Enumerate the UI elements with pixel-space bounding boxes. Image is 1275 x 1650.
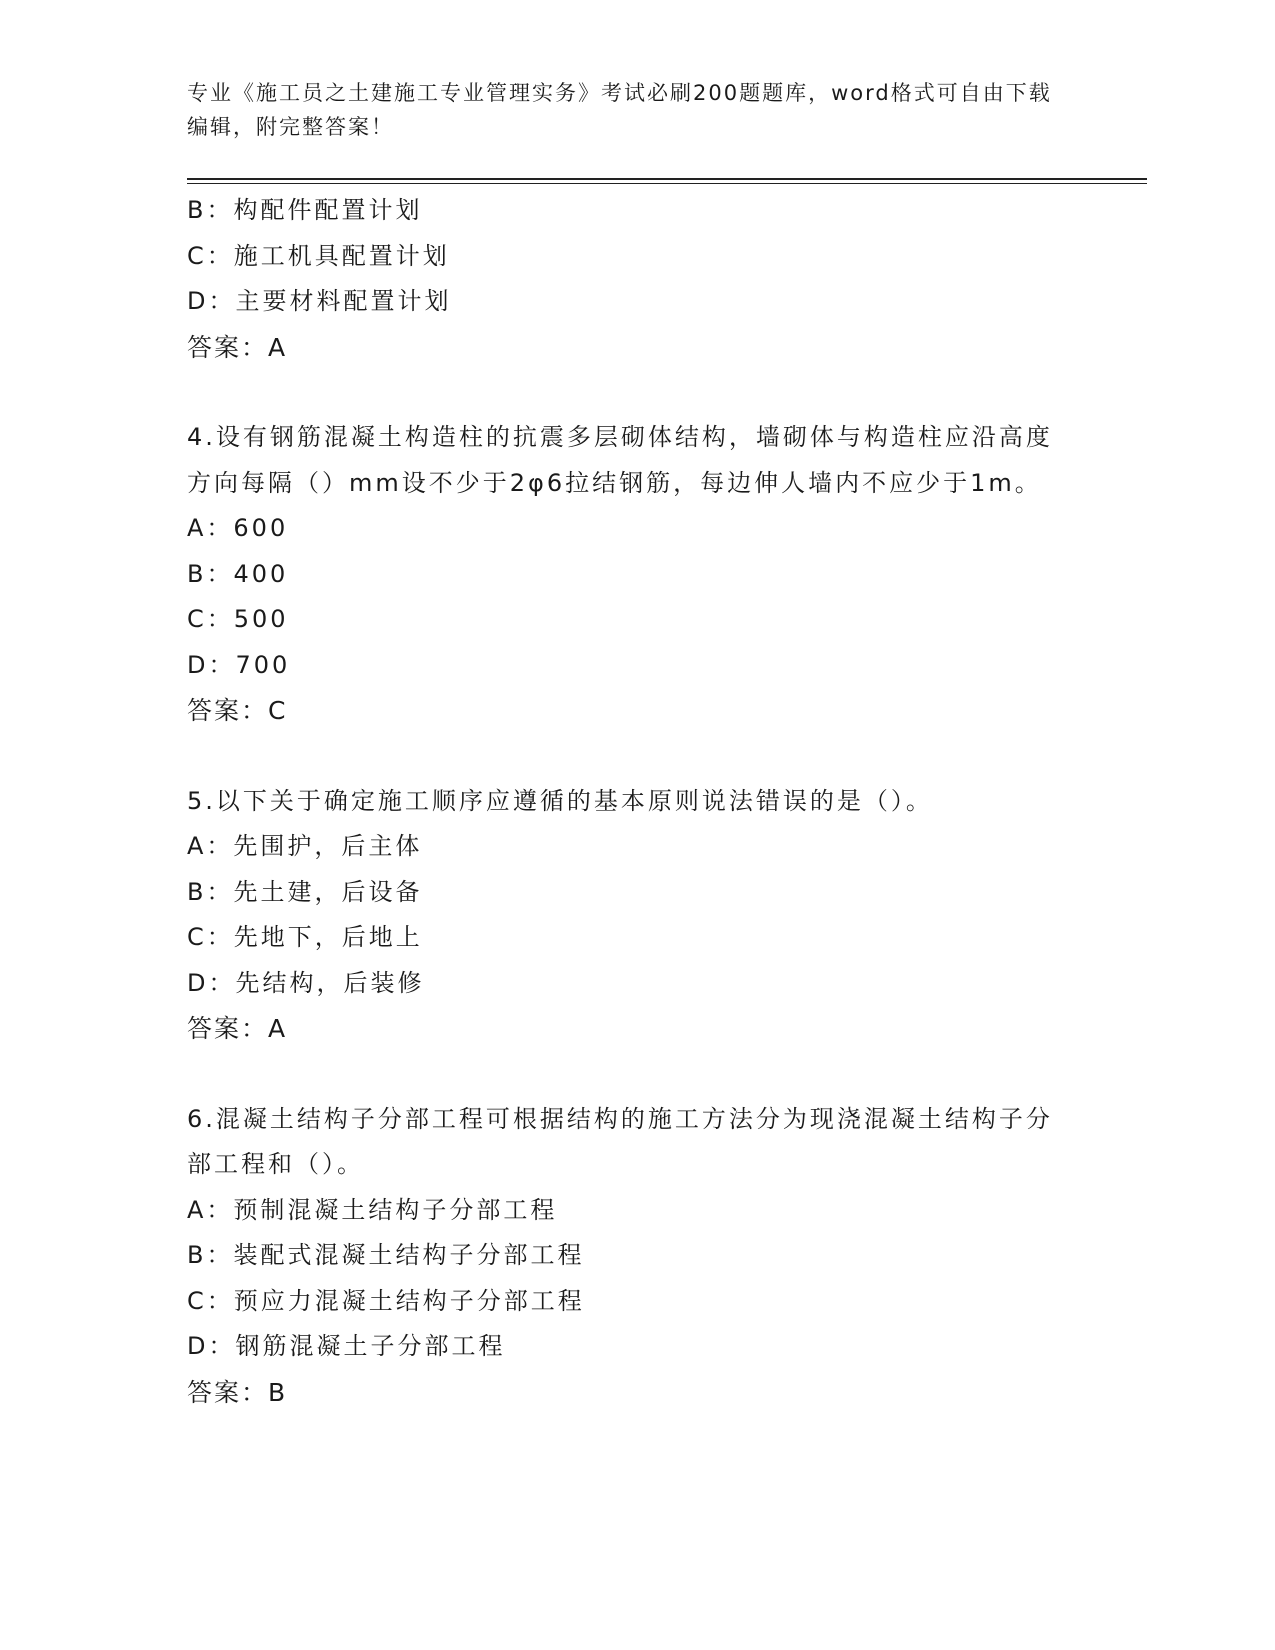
- option-d: D：先结构，后装修: [187, 968, 425, 997]
- header-divider-thin: [187, 183, 1147, 184]
- option-d: D：主要材料配置计划: [187, 287, 452, 315]
- option-c: C：500: [187, 605, 289, 633]
- question-list: [187, 188, 1087, 1415]
- question-text: 5.以下关于确定施工顺序应遵循的基本原则说法错误的是（）。: [187, 786, 933, 815]
- header-divider: [187, 178, 1147, 180]
- answer: 答案：B: [187, 1377, 288, 1407]
- option-d: D：700: [187, 650, 291, 679]
- document-header: [187, 76, 1067, 144]
- partial-question: [187, 188, 1087, 370]
- option-b: B：装配式混凝土结构子分部工程: [187, 1241, 585, 1269]
- question-text: 6.混凝土结构子分部工程可根据结构的施工方法分为现浇混凝土结构子分部工程和（）。: [187, 1104, 1053, 1178]
- option-a: A：预制混凝土结构子分部工程: [187, 1195, 558, 1224]
- question-5: [187, 779, 1087, 1052]
- option-c: C：预应力混凝土结构子分部工程: [187, 1286, 585, 1315]
- option-c: C：施工机具配置计划: [187, 241, 450, 270]
- option-a: A：先围护，后主体: [187, 832, 423, 860]
- option-b: B：400: [187, 559, 289, 588]
- answer: 答案：A: [187, 332, 288, 362]
- question-4: [187, 415, 1087, 734]
- question-text: 4.设有钢筋混凝土构造柱的抗震多层砌体结构，墙砌体与构造柱应沿高度方向每隔（）mm设不少于2φ6拉结钢筋，每边伸人墙内不应少于1m。: [187, 423, 1053, 497]
- option-a: A：600: [187, 514, 289, 542]
- answer: 答案：C: [187, 696, 288, 725]
- header-text: 专业《施工员之土建施工专业管理实务》考试必刷200题题库，word格式可自由下载编辑，附完整答案！: [187, 81, 1052, 139]
- answer: 答案：A: [187, 1014, 288, 1043]
- question-6: [187, 1097, 1087, 1416]
- option-c: C：先地下，后地上: [187, 923, 423, 951]
- option-b: B：构配件配置计划: [187, 196, 423, 224]
- option-d: D：钢筋混凝土子分部工程: [187, 1332, 506, 1360]
- option-b: B：先土建，后设备: [187, 877, 423, 906]
